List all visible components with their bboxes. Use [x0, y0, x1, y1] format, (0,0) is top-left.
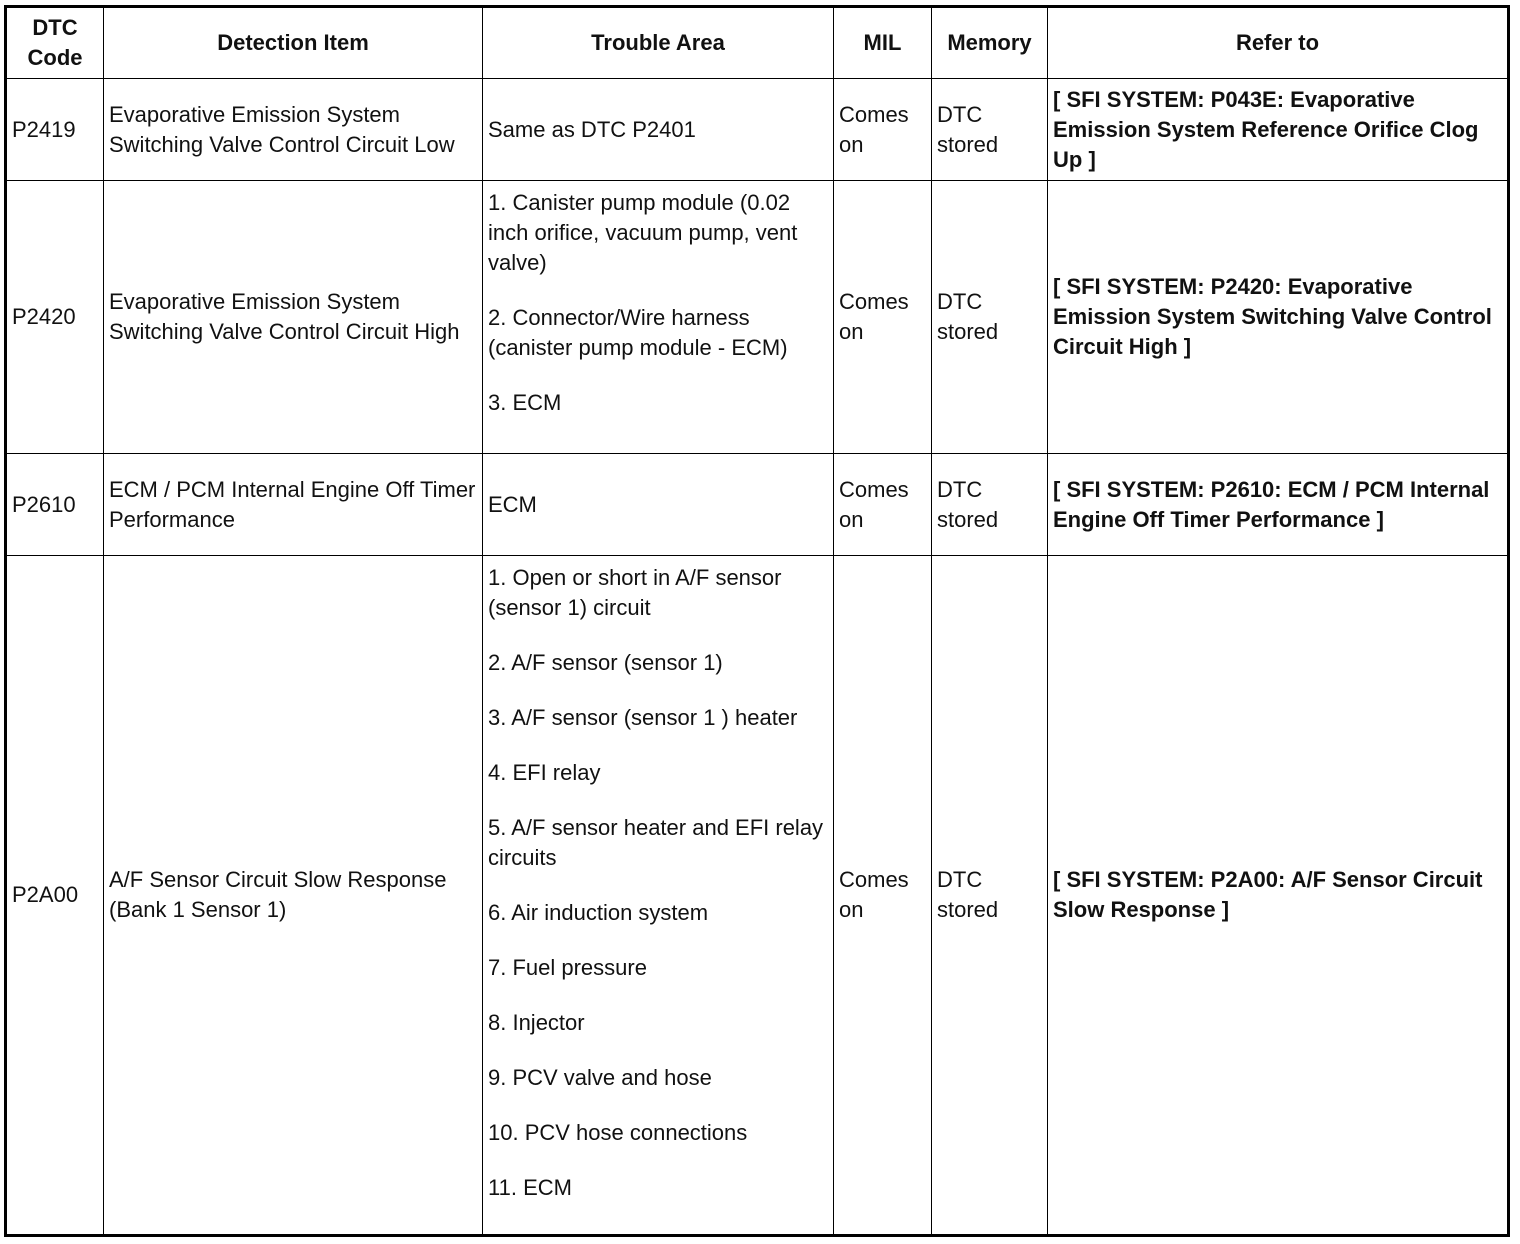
trouble-area-item: 11. ECM: [488, 1175, 572, 1200]
mil-status: Comes on: [834, 556, 932, 1236]
mil-status: Comes on: [834, 454, 932, 556]
trouble-area-item: 1. Open or short in A/F sensor (sensor 1) circuit: [488, 565, 782, 620]
trouble-area-item: 3. A/F sensor (sensor 1 ) heater: [488, 705, 798, 730]
mil-status: Comes on: [834, 79, 932, 181]
trouble-area-item: 3. ECM: [488, 390, 562, 415]
trouble-area-item: 10. PCV hose connections: [488, 1120, 748, 1145]
trouble-area-item: 6. Air induction system: [488, 900, 709, 925]
dtc-code: P2A00: [6, 556, 104, 1236]
header-detection-item: Detection Item: [104, 7, 483, 79]
trouble-area-list: [488, 563, 828, 1203]
trouble-area-list: [488, 188, 828, 418]
trouble-area-item: 9. PCV valve and hose: [488, 1065, 712, 1090]
trouble-area: [483, 181, 834, 454]
dtc-table: [4, 5, 1510, 1237]
trouble-area: Same as DTC P2401: [483, 79, 834, 181]
header-trouble-area: Trouble Area: [483, 7, 834, 79]
header-memory: Memory: [932, 7, 1048, 79]
dtc-code: P2610: [6, 454, 104, 556]
refer-to-link[interactable]: [ SFI SYSTEM: P2A00: A/F Sensor Circuit Slow Response ]: [1048, 556, 1509, 1236]
refer-to-link[interactable]: [ SFI SYSTEM: P2610: ECM / PCM Internal Engine Off Timer Performance ]: [1048, 454, 1509, 556]
dtc-code: P2419: [6, 79, 104, 181]
detection-item: A/F Sensor Circuit Slow Response (Bank 1 Sensor 1): [104, 556, 483, 1236]
trouble-area-item: 8. Injector: [488, 1010, 585, 1035]
table-row: [6, 79, 1509, 181]
trouble-area-item: 5. A/F sensor heater and EFI relay circuits: [488, 815, 824, 870]
table-row: [6, 454, 1509, 556]
detection-item: Evaporative Emission System Switching Valve Control Circuit High: [104, 181, 483, 454]
table-row: [6, 181, 1509, 454]
detection-item: Evaporative Emission System Switching Valve Control Circuit Low: [104, 79, 483, 181]
header-dtc-code-line2: Code: [27, 45, 83, 70]
table-row: [6, 556, 1509, 1236]
trouble-area-item: 2. A/F sensor (sensor 1): [488, 650, 723, 675]
trouble-area: [483, 556, 834, 1236]
trouble-area: ECM: [483, 454, 834, 556]
header-mil: MIL: [834, 7, 932, 79]
memory-status: DTC stored: [932, 556, 1048, 1236]
trouble-area-item: 7. Fuel pressure: [488, 955, 647, 980]
detection-item: ECM / PCM Internal Engine Off Timer Performance: [104, 454, 483, 556]
memory-status: DTC stored: [932, 181, 1048, 454]
memory-status: DTC stored: [932, 454, 1048, 556]
header-dtc-code-line1: DTC: [32, 15, 78, 40]
mil-status: Comes on: [834, 181, 932, 454]
trouble-area-item: 2. Connector/Wire harness (canister pump module - ECM): [488, 305, 788, 360]
header-refer-to: Refer to: [1048, 7, 1509, 79]
memory-status: DTC stored: [932, 79, 1048, 181]
dtc-code: P2420: [6, 181, 104, 454]
header-dtc-code: [6, 7, 104, 79]
refer-to-link[interactable]: [ SFI SYSTEM: P2420: Evaporative Emission System Switching Valve Control Circuit High ]: [1048, 181, 1509, 454]
trouble-area-item: 4. EFI relay: [488, 760, 601, 785]
trouble-area-item: 1. Canister pump module (0.02 inch orifice, vacuum pump, vent valve): [488, 190, 798, 275]
refer-to-link[interactable]: [ SFI SYSTEM: P043E: Evaporative Emission System Reference Orifice Clog Up ]: [1048, 79, 1509, 181]
header-row: [6, 7, 1509, 79]
